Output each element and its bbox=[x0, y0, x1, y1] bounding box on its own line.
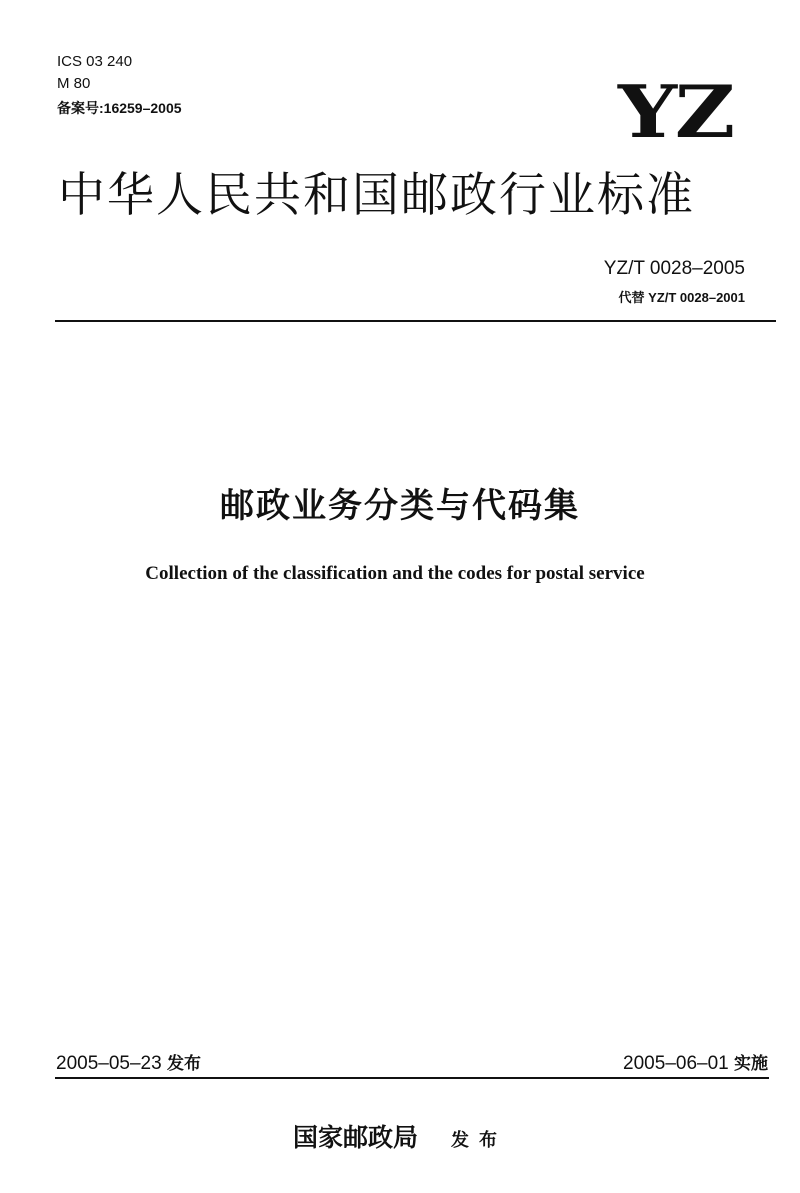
industry-standard-title: 中华人民共和国邮政行业标准 bbox=[58, 168, 695, 223]
publisher-name: 国家邮政局 bbox=[292, 1123, 418, 1152]
implementation-label: 实施 bbox=[734, 1054, 768, 1074]
document-title-chinese: 邮政业务分类与代码集 bbox=[220, 486, 580, 526]
issue-date bbox=[56, 1049, 201, 1075]
replaces-standard: 代替 YZ/T 0028–2001 bbox=[618, 290, 745, 305]
publisher-line bbox=[0, 1118, 800, 1154]
document-title-english: Collection of the classification and the codes for postal service bbox=[145, 563, 645, 584]
issue-date-value: 2005–05–23 bbox=[56, 1053, 162, 1074]
ics-code: ICS 03 240 bbox=[57, 53, 133, 70]
classification-code: M 80 bbox=[57, 75, 91, 92]
top-divider bbox=[55, 320, 776, 322]
publish-label: 发布 bbox=[451, 1130, 508, 1151]
record-number: 备案号:16259–2005 bbox=[57, 100, 182, 116]
implementation-date bbox=[623, 1049, 768, 1075]
bottom-divider bbox=[55, 1077, 769, 1079]
yz-logo: YZ bbox=[618, 69, 733, 154]
issue-label: 发布 bbox=[166, 1054, 201, 1074]
standard-number: YZ/T 0028–2005 bbox=[603, 258, 745, 279]
implementation-date-value: 2005–06–01 bbox=[623, 1053, 729, 1074]
